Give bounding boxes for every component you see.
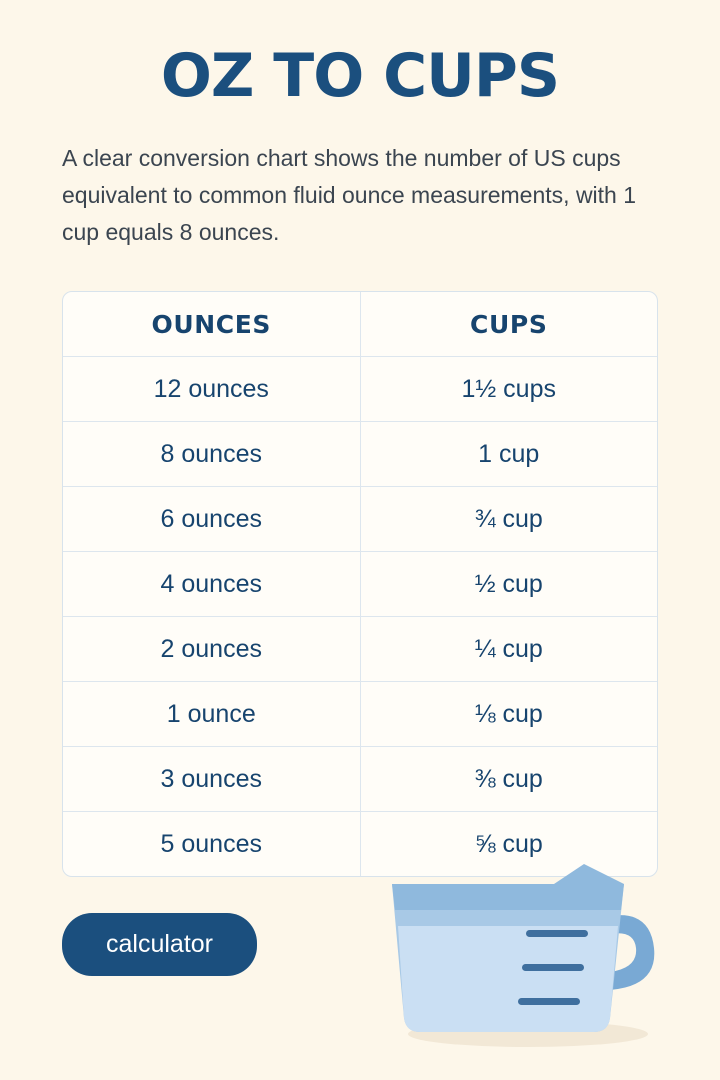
cell-cups: ¾ cup bbox=[360, 487, 657, 552]
table-row bbox=[63, 357, 657, 422]
cell-ounces: 2 ounces bbox=[63, 617, 360, 682]
table-body bbox=[63, 357, 657, 877]
cell-ounces: 12 ounces bbox=[63, 357, 360, 422]
page-subtitle: A clear conversion chart shows the number of US cups equivalent to common fluid ounce measurements, with 1 cup equals 8 ounces. bbox=[62, 145, 637, 245]
cell-ounces: 3 ounces bbox=[63, 747, 360, 812]
table-row bbox=[63, 617, 657, 682]
conversion-table-card bbox=[62, 291, 658, 877]
table-row bbox=[63, 422, 657, 487]
cell-cups: 1 cup bbox=[360, 422, 657, 487]
table-row bbox=[63, 552, 657, 617]
table-row bbox=[63, 487, 657, 552]
column-header-cups: CUPS bbox=[360, 292, 657, 357]
cell-ounces: 6 ounces bbox=[63, 487, 360, 552]
measuring-cup-illustration bbox=[378, 820, 678, 1050]
table-header-row bbox=[63, 292, 657, 357]
cell-ounces: 1 ounce bbox=[63, 682, 360, 747]
measuring-cup-icon bbox=[378, 820, 678, 1050]
table-row bbox=[63, 682, 657, 747]
cell-cups: ⅝ cup bbox=[474, 829, 543, 858]
cell-ounces: 8 ounces bbox=[63, 422, 360, 487]
cell-ounces: 5 ounces bbox=[63, 812, 360, 877]
conversion-table bbox=[63, 292, 657, 876]
cell-cups: ⅛ cup bbox=[360, 682, 657, 747]
cell-cups: ¼ cup bbox=[360, 617, 657, 682]
calculator-button[interactable]: calculator bbox=[62, 913, 257, 976]
table-header bbox=[63, 292, 657, 357]
cell-cups: ⅜ cup bbox=[360, 747, 657, 812]
cell-cups: 1½ cups bbox=[360, 357, 657, 422]
page-title: OZ TO CUPS bbox=[160, 41, 560, 111]
table-row bbox=[63, 747, 657, 812]
cell-ounces: 4 ounces bbox=[63, 552, 360, 617]
cell-cups: ½ cup bbox=[360, 552, 657, 617]
column-header-ounces: OUNCES bbox=[63, 292, 360, 357]
